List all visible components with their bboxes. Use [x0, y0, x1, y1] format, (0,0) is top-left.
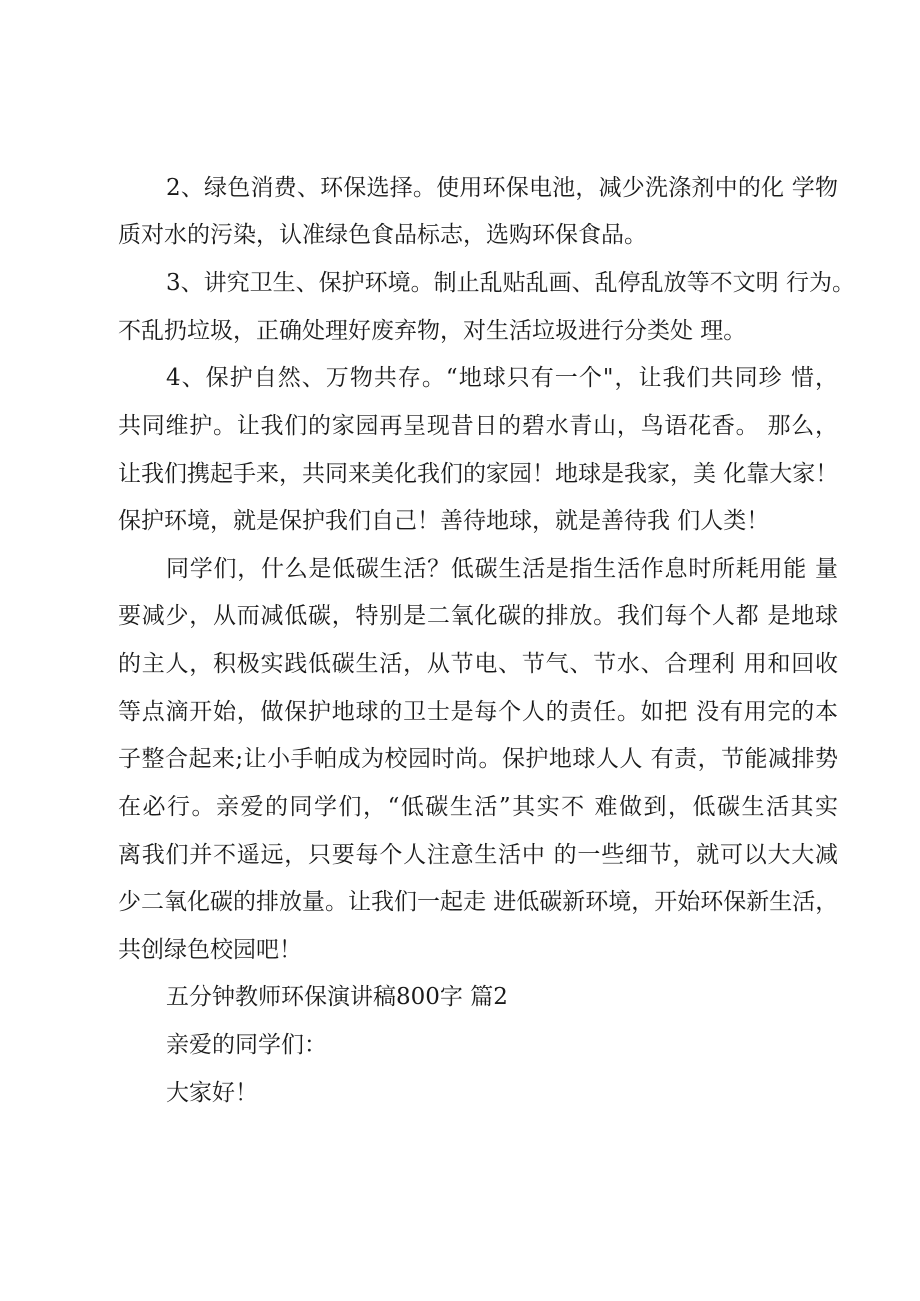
text-line: 4、保护自然、万物共存。“地球只有一个"，让我们共同珍 惜， [166, 365, 838, 391]
salutation: 亲爱的同学们： [166, 1032, 327, 1058]
text-line: 等点滴开始，做保护地球的卫士是每个人的责任。如把 没有用完的本 [118, 699, 838, 725]
greeting: 大家好！ [166, 1080, 258, 1106]
text-line: 的主人，积极实践低碳生活，从节电、节气、节水、合理利 用和回收 [118, 651, 838, 677]
text-line: 共创绿色校园吧！ [118, 937, 302, 963]
text-line: 让我们携起手来，共同来美化我们的家园！地球是我家，美 化靠大家！ [118, 461, 839, 487]
text-line: 3、讲究卫生、保护环境。制止乱贴乱画、乱停乱放等不文明 行为。 [166, 270, 855, 296]
text-line: 在必行。亲爱的同学们，“低碳生活”其实不 难做到，低碳生活其实 [118, 794, 838, 820]
text-line: 2、绿色消费、环保选择。使用环保电池，减少洗涤剂中的化 学物 [166, 175, 838, 201]
text-line: 保护环境，就是保护我们自己！善待地球，就是善待我 们人类！ [118, 508, 770, 534]
text-line: 少二氧化碳的排放量。让我们一起走 进低碳新环境，开始环保新生活， [118, 889, 839, 915]
text-line: 离我们并不遥远，只要每个人注意生活中 的一些细节，就可以大大减 [118, 842, 838, 868]
text-line: 同学们，什么是低碳生活？低碳生活是指生活作息时所耗用能 量 [166, 556, 838, 582]
text-line: 子整合起来;让小手帕成为校园时尚。保护地球人人 有责，节能减排势 [118, 746, 838, 772]
section-heading: 五分钟教师环保演讲稿800字 篇2 [166, 984, 508, 1010]
text-line: 要减少，从而减低碳，特别是二氧化碳的排放。我们每个人都 是地球 [118, 603, 838, 629]
text-line: 不乱扔垃圾，正确处理好废弃物，对生活垃圾进行分类处 理。 [118, 318, 747, 344]
text-line: 质对水的污染，认准绿色食品标志，选购环保食品。 [118, 222, 647, 248]
text-line: 共同维护。让我们的家园再呈现昔日的碧水青山，鸟语花香。 那么， [118, 413, 838, 439]
